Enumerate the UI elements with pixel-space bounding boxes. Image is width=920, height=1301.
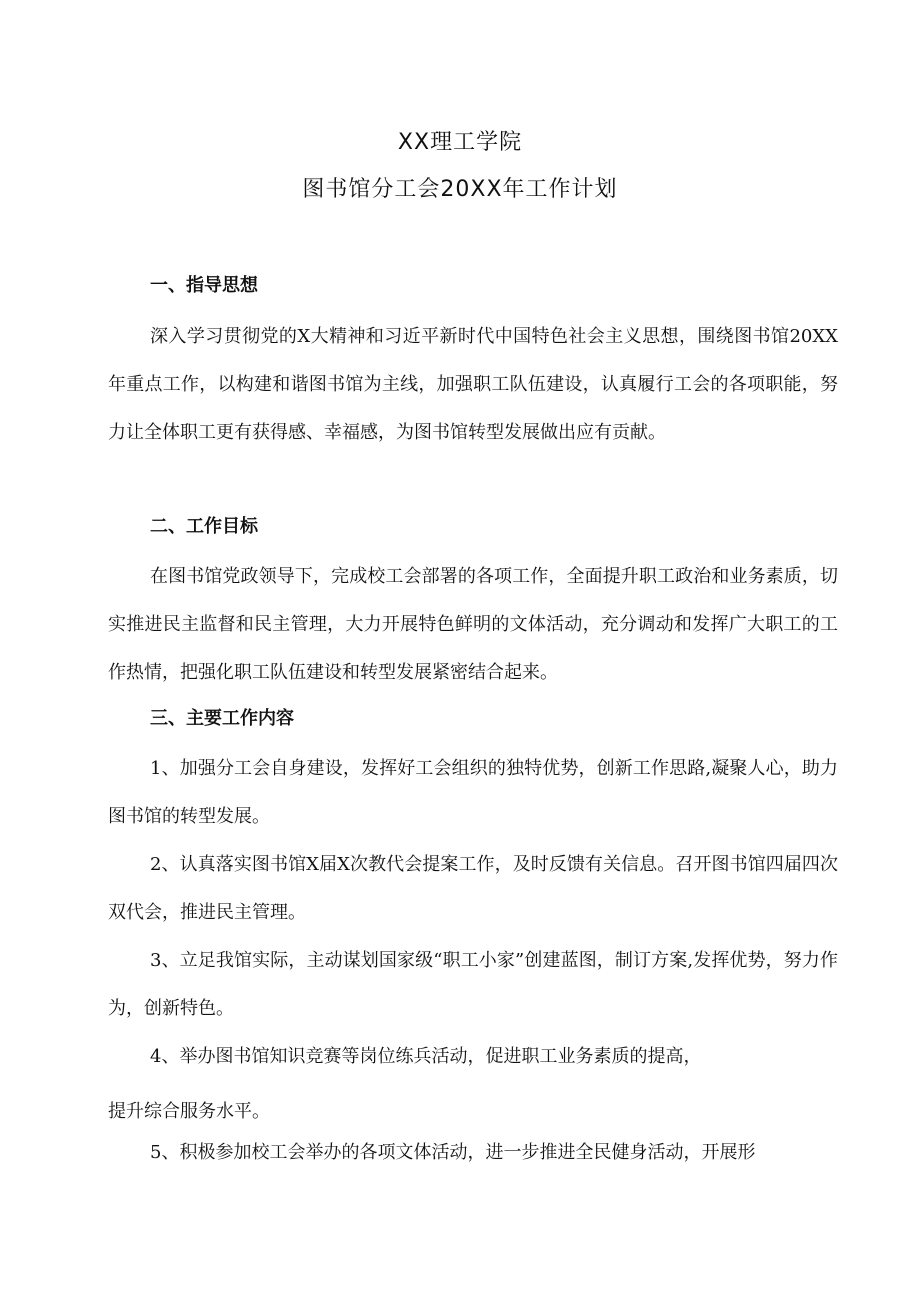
document-title-plan: 图书馆分工会20XX年工作计划 [302, 177, 618, 202]
list-item-4-line2: 提升综合服务水平。 [108, 1101, 270, 1122]
list-item-4-line1: 4、举办图书馆知识竞赛等岗位练兵活动，促进职工业务素质的提高， [150, 1046, 702, 1067]
section-body-work-goals: 在图书馆党政领导下，完成校工会部署的各项工作，全面提升职工政治和业务素质，切实推进民主监督和民主管理，大力开展特色鲜明的文体活动，充分调动和发挥广大职工的工作热情，把强化职工队伍建设和转型发展紧密结合起来。 [108, 566, 838, 683]
section-body-guiding-thought: 深入学习贯彻党的X大精神和习近平新时代中国特色社会主义思想，围绕图书馆20XX年重点工作，以构建和谐图书馆为主线，加强职工队伍建设，认真履行工会的各项职能，努力让全体职工更有获得感、幸福感，为图书馆转型发展做出应有贡献。 [108, 326, 838, 443]
section-heading-guiding-thought: 一、指导思想 [150, 275, 258, 296]
list-item-1: 1、加强分工会自身建设，发挥好工会组织的独特优势，创新工作思路,凝聚人心，助力图书馆的转型发展。 [108, 758, 838, 827]
document-title-institution: XX理工学院 [397, 130, 523, 155]
section-heading-work-goals: 二、工作目标 [150, 516, 258, 537]
list-item-5: 5、积极参加校工会举办的各项文体活动，进一步推进全民健身活动，开展形 [150, 1142, 756, 1163]
list-item-2: 2、认真落实图书馆X届X次教代会提案工作，及时反馈有关信息。召开图书馆四届四次双代会，推进民主管理。 [108, 854, 838, 923]
list-item-3: 3、立足我馆实际，主动谋划国家级“职工小家”创建蓝图，制订方案,发挥优势，努力作为，创新特色。 [108, 950, 838, 1019]
section-heading-main-work: 三、主要工作内容 [150, 708, 294, 729]
